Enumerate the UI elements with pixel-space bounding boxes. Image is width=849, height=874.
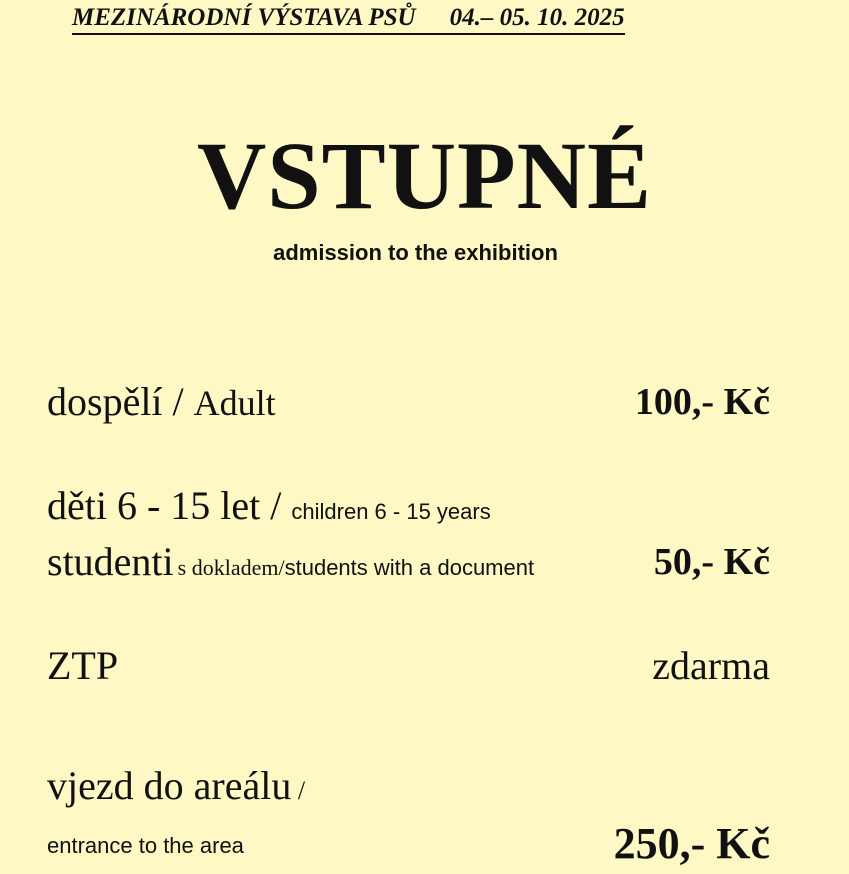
entry-price: 250,- Kč: [613, 819, 770, 868]
children-label-en: children 6 - 15 years: [291, 499, 491, 524]
adult-separator: /: [162, 379, 194, 424]
adult-price: 100,- Kč: [634, 381, 770, 423]
reduced-price: 50,- Kč: [653, 541, 770, 583]
students-label: [47, 538, 534, 585]
entry-separator: /: [291, 776, 306, 805]
entry-label: [47, 762, 305, 809]
adult-label-cz: dospělí: [47, 379, 163, 424]
students-document-cz: s dokladem/: [177, 555, 285, 580]
students-document-en: students with a document: [284, 555, 535, 580]
adult-label: [47, 378, 276, 425]
children-separator: /: [260, 483, 292, 528]
students-label-cz: studenti: [47, 539, 174, 584]
ztp-price: zdarma: [652, 643, 770, 688]
children-label: [47, 482, 491, 529]
event-name: MEZINÁRODNÍ VÝSTAVA PSŮ: [72, 4, 416, 31]
page-subtitle: admission to the exhibition: [273, 240, 558, 265]
event-dates: 04.– 05. 10. 2025: [449, 4, 625, 31]
children-label-cz: děti 6 - 15 let: [47, 483, 261, 528]
event-header: [72, 4, 625, 35]
page-title: VSTUPNÉ: [196, 122, 653, 229]
adult-label-en: Adult: [193, 383, 276, 423]
entry-label-en: entrance to the area: [47, 833, 244, 858]
ztp-label: ZTP: [47, 643, 119, 688]
entry-label-cz: vjezd do areálu: [47, 763, 292, 808]
